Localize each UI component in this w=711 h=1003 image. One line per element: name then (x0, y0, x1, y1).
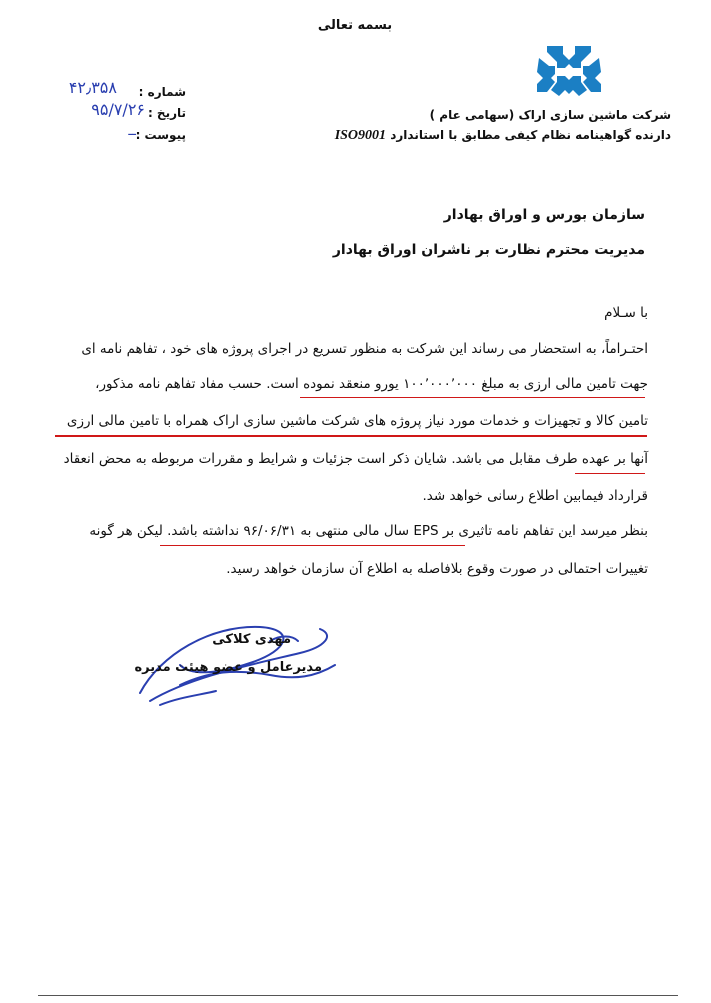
iso-code: ISO9001 (334, 128, 387, 143)
body-line-2: جهت تامین مالی ارزی به مبلغ ۱۰۰٬۰۰۰٬۰۰۰ یورو منعقد نموده است. حسب مفاد تفاهم نامه مذکور، (95, 376, 648, 392)
body-line-6: بنظر میرسد این تفاهم نامه تاثیری بر EPS سال مالی منتهی به ۹۶/۰۶/۳۱ نداشته باشد. لیکن هر گونه (89, 523, 648, 539)
recipient-line-1: سازمان بورس و اوراق بهادار (443, 207, 645, 223)
attachment-label: پیوست : (135, 128, 186, 142)
recipient-line-2: مدیریت محترم نظارت بر ناشران اوراق بهادار (332, 242, 645, 258)
number-value: ۴۲٫۳۵۸ (68, 78, 117, 97)
bismillah-heading: بسمه تعالی (317, 18, 393, 33)
underline-mark (160, 545, 465, 546)
iso-certificate-line (335, 128, 671, 144)
body-line-7: تغییرات احتمالی در صورت وقوع بلافاصله به اطلاع آن سازمان خواهد رسید. (226, 561, 648, 577)
underline-mark (300, 397, 645, 398)
underline-mark (575, 473, 645, 474)
greeting: با سـلام (604, 305, 648, 321)
underline-mark (55, 435, 647, 437)
body-line-5: قرارداد فیمابین اطلاع رسانی خواهد شد. (422, 488, 648, 504)
signer-title: مدیرعامل و عضو هیئت مدیره (134, 660, 322, 675)
attachment-value: ــ (128, 124, 136, 139)
company-name: شرکت ماشین سازی اراک (سهامی عام ) (429, 108, 671, 122)
certificate-text: دارنده گواهینامه نظام کیفی مطابق با استاندارد (390, 128, 671, 142)
date-value: ۹۵/۷/۲۶ (91, 100, 145, 119)
company-logo-icon (533, 38, 605, 100)
body-line-4: آنها بر عهده طرف مقابل می باشد. شایان ذکر است جزئیات و شرایط و مقررات مربوطه به محض انعقاد (63, 451, 648, 467)
body-line-3: تامین کالا و تجهیزات و خدمات مورد نیاز پروژه های شرکت ماشین سازی اراک همراه با تامین مالی ارزی (66, 413, 648, 429)
number-label: شماره : (138, 85, 186, 99)
signer-name: مهدی کلاکی (212, 632, 291, 647)
body-line-1: احتـراماً، به استحضار می رساند این شرکت به منظور تسریع در اجرای پروژه های خود ، تفاهم نامه ای (81, 341, 648, 357)
footer-divider (38, 995, 678, 996)
date-label: تاریخ : (147, 106, 186, 120)
